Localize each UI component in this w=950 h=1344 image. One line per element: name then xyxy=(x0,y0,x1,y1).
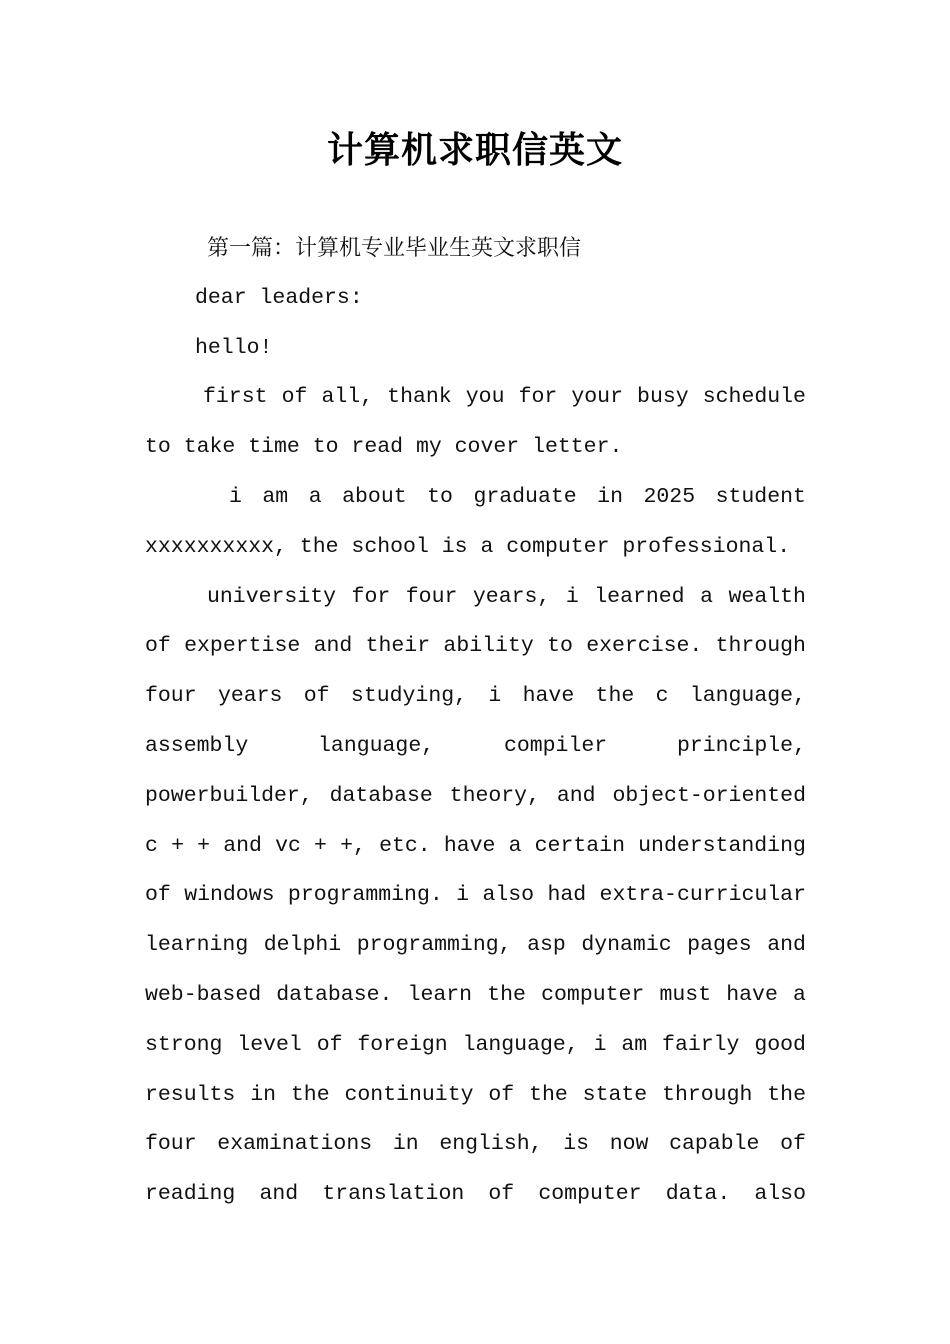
document-body xyxy=(145,224,806,1220)
text-line: four examinations in english, is now capable of xyxy=(145,1132,806,1157)
text-line: first of all, thank you for your busy schedule xyxy=(203,385,806,410)
text-line: dear leaders: xyxy=(195,285,363,310)
body-lines xyxy=(145,274,806,1220)
section-heading: 第一篇：计算机专业毕业生英文求职信 xyxy=(207,236,582,261)
text-line: i am a about to graduate in 2025 student xyxy=(229,484,806,509)
text-line: web-based database. learn the computer must have a xyxy=(145,982,806,1007)
text-line: of expertise and their ability to exercise. through xyxy=(145,634,806,659)
text-line: c + + and vc + +, etc. have a certain understanding xyxy=(145,833,806,858)
text-line: to take time to read my cover letter. xyxy=(145,435,623,460)
text-line: strong level of foreign language, i am fairly good xyxy=(145,1032,806,1057)
text-line: xxxxxxxxxx, the school is a computer professional. xyxy=(145,534,791,559)
text-line: powerbuilder, database theory, and object-oriented xyxy=(145,783,806,808)
text-line: four years of studying, i have the c language, xyxy=(145,684,806,709)
text-line: university for four years, i learned a wealth xyxy=(207,584,806,609)
text-line: of windows programming. i also had extra-curricular xyxy=(145,883,806,908)
text-line: assembly language, compiler principle, xyxy=(145,733,806,758)
text-line: learning delphi programming, asp dynamic pages and xyxy=(145,933,806,958)
text-line: reading and translation of computer data. also xyxy=(145,1182,806,1207)
text-line: hello! xyxy=(195,335,273,360)
document-title: 计算机求职信英文 xyxy=(326,129,623,171)
text-line: results in the continuity of the state through the xyxy=(145,1082,806,1107)
